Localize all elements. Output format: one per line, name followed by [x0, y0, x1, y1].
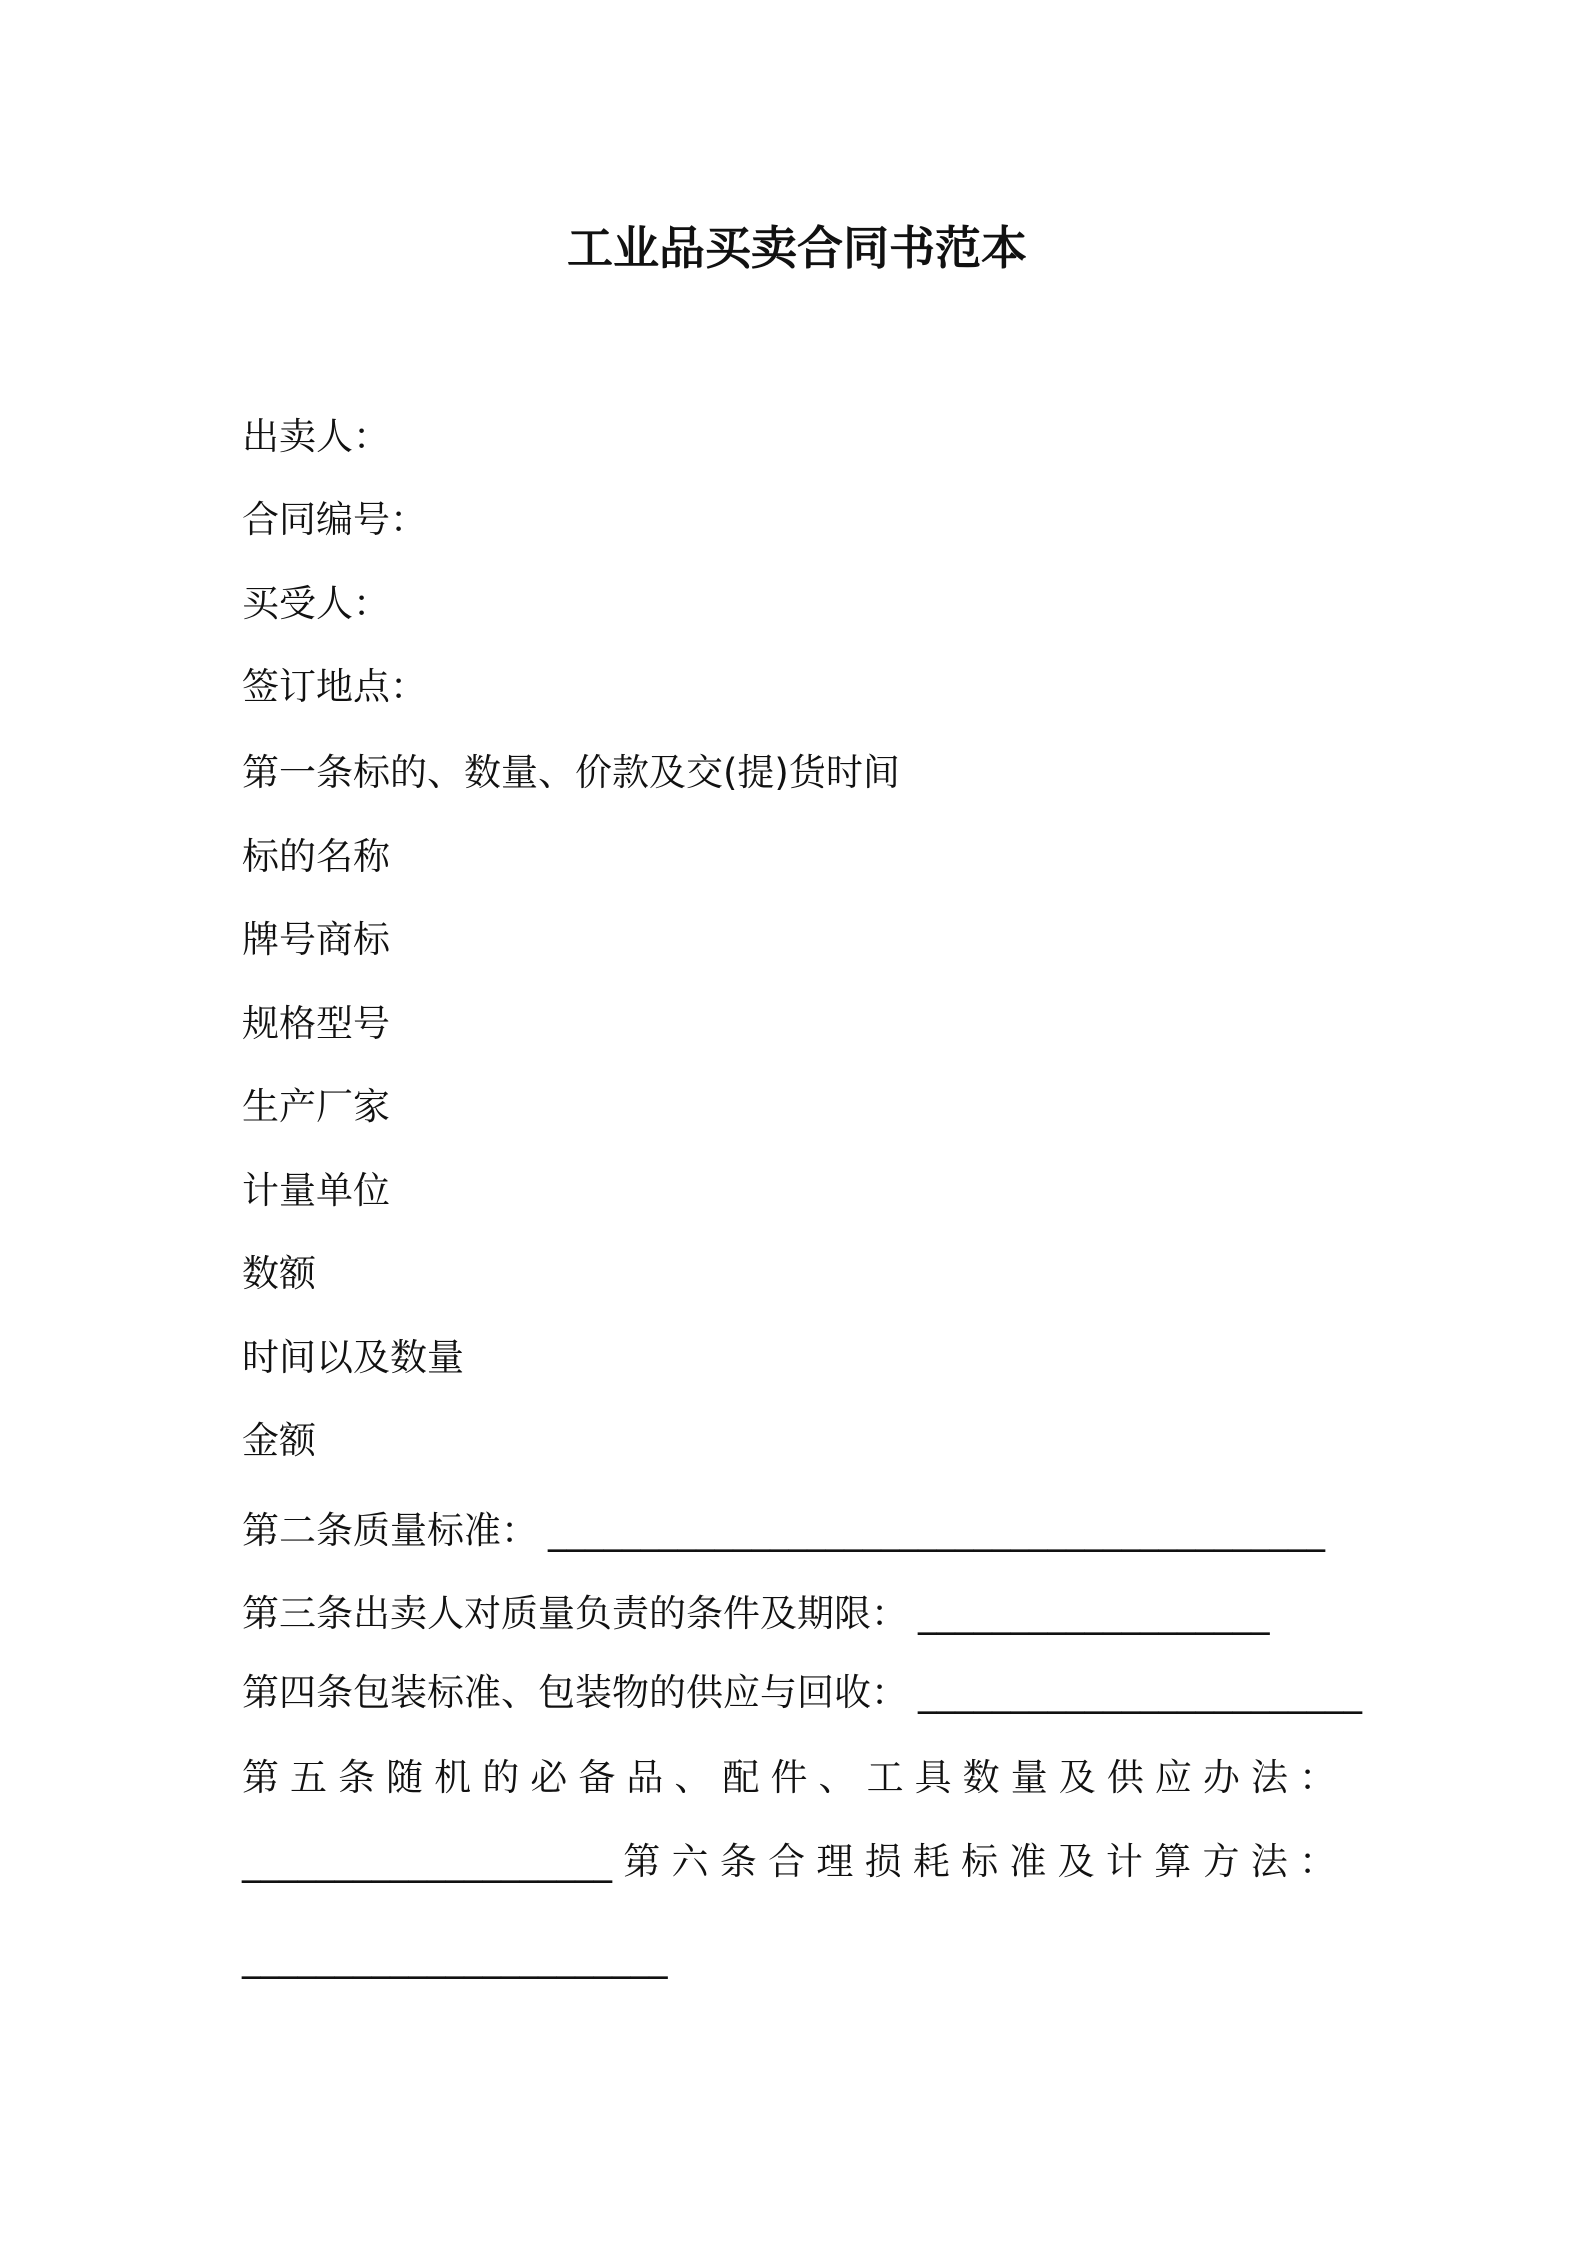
article-3-line: [242, 1589, 1270, 1639]
article-6-blank: _______________________: [242, 1936, 668, 1979]
time-and-quantity-label: 时间以及数量: [242, 1336, 464, 1379]
unit-of-measure-label: 计量单位: [242, 1169, 390, 1212]
contract-number-label: 合同编号：: [242, 498, 427, 541]
article-6-line: ____________________第六条合理损耗标准及计算方法：: [242, 1840, 1336, 1883]
signing-place-label: 签订地点：: [242, 665, 427, 708]
article-2-blank: __________________________________________: [548, 1509, 1325, 1552]
article-2-label: 第二条质量标准：: [242, 1509, 538, 1552]
brand-trademark-label: 牌号商标: [242, 918, 390, 961]
seller-field-label: 出卖人：: [242, 415, 390, 458]
quantity-amount-label: 数额: [242, 1252, 316, 1295]
document-title: 工业品买卖合同书范本: [567, 221, 1027, 275]
article-5-line: 第五条随机的必备品、配件、工具数量及供应办法：: [242, 1756, 1336, 1799]
amount-label: 金额: [242, 1419, 316, 1462]
article-3-blank: ___________________: [918, 1592, 1270, 1635]
spec-model-label: 规格型号: [242, 1002, 390, 1045]
article-4-blank: ________________________: [918, 1671, 1362, 1714]
article-4-label: 第四条包装标准、包装物的供应与回收：: [242, 1671, 908, 1714]
article-3-label: 第三条出卖人对质量负责的条件及期限：: [242, 1592, 908, 1635]
subject-name-label: 标的名称: [242, 835, 390, 878]
buyer-field-label: 买受人：: [242, 582, 390, 625]
article-4-line: [242, 1668, 1362, 1718]
article-2-line: [242, 1506, 1325, 1556]
manufacturer-label: 生产厂家: [242, 1085, 390, 1128]
article-1-heading: 第一条标的、数量、价款及交(提)货时间: [242, 751, 900, 794]
